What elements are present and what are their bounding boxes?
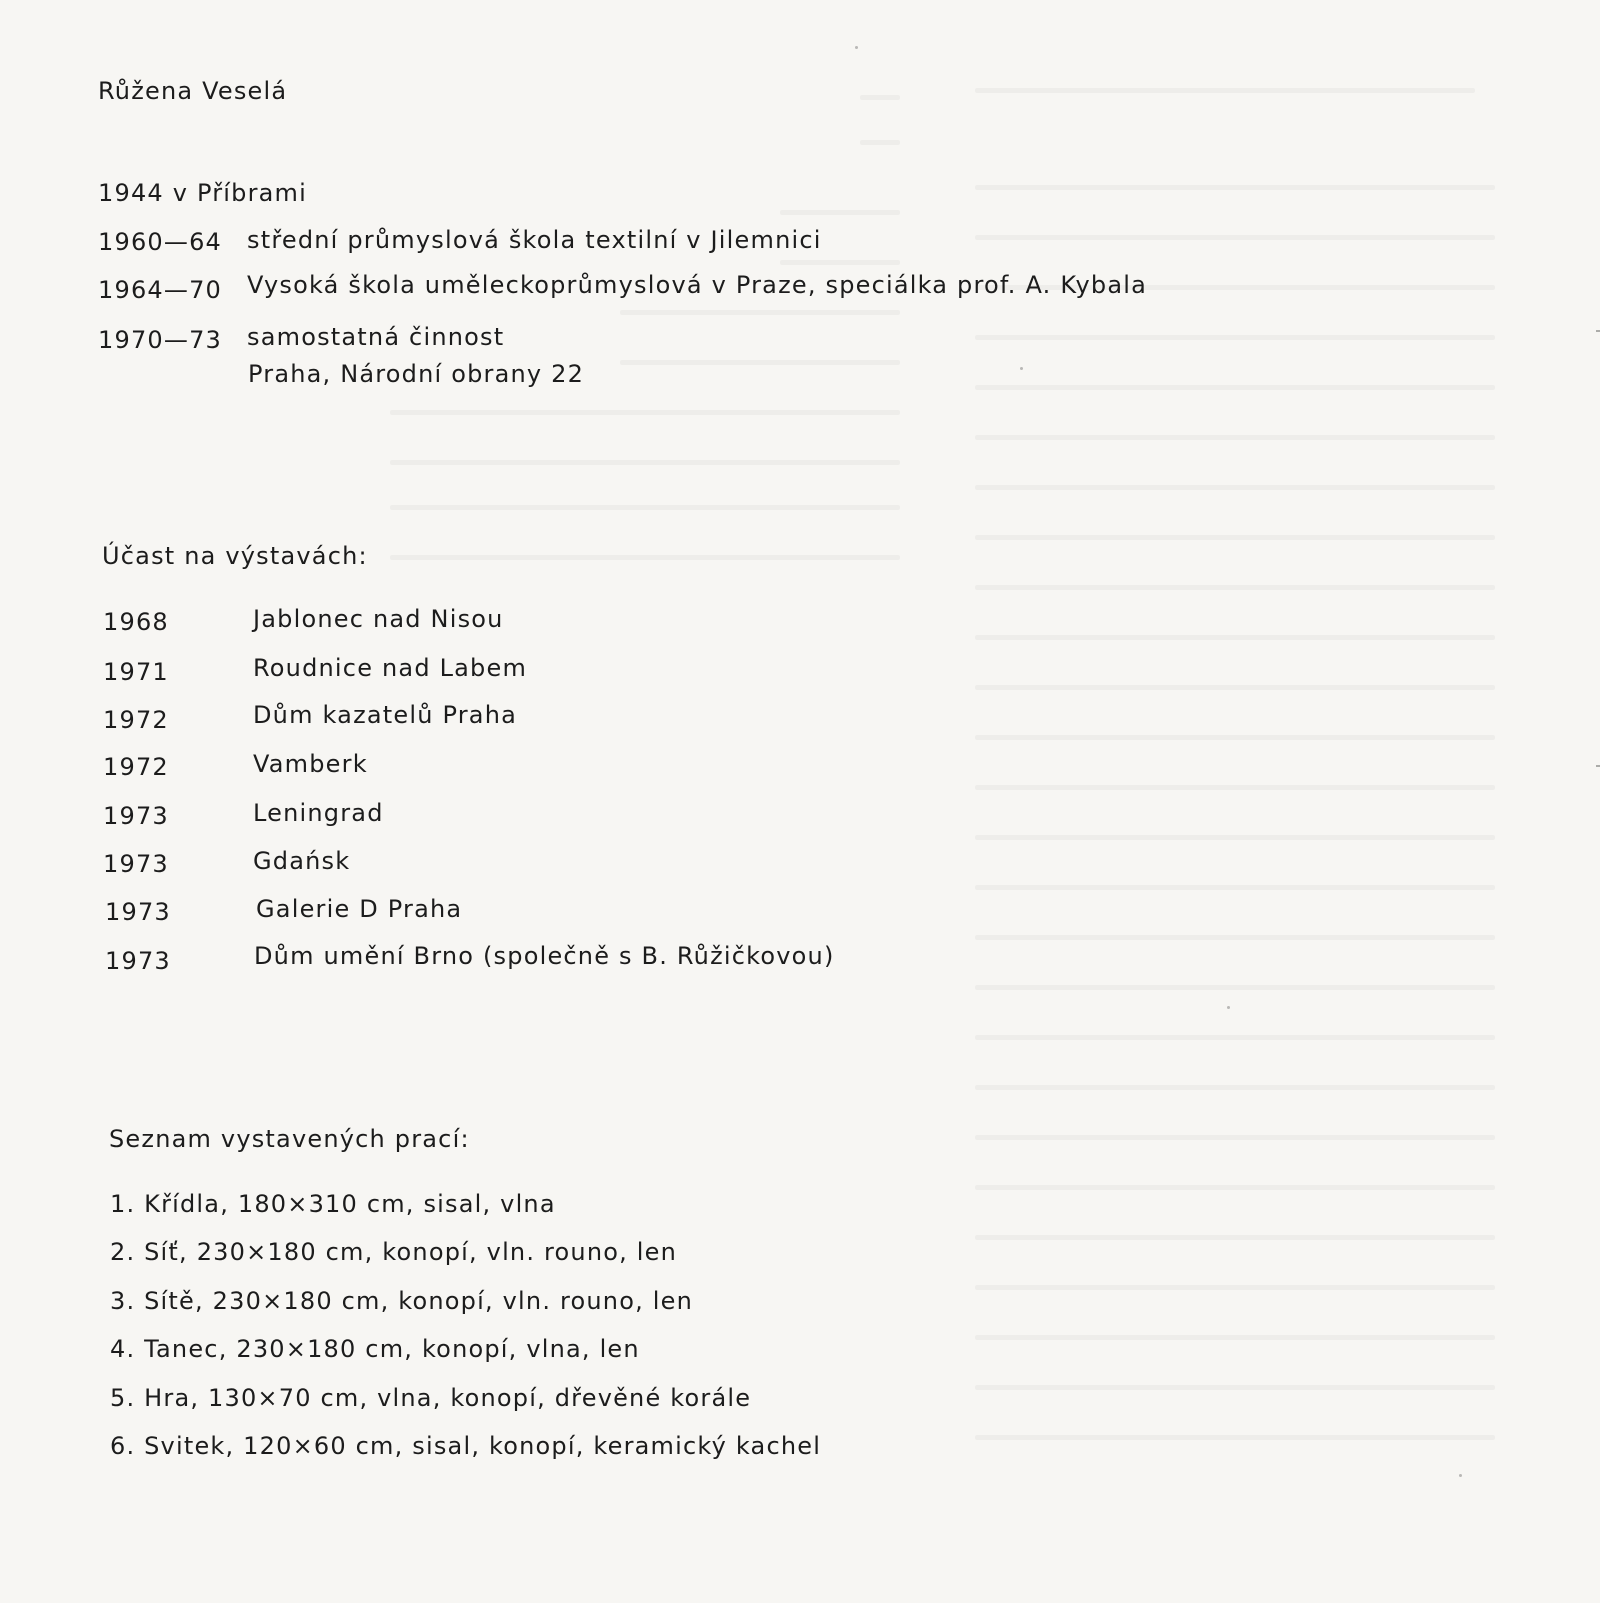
exhibition-year: 1973 xyxy=(105,947,171,975)
bio-year: 1964—70 xyxy=(98,276,223,304)
exhibition-year: 1972 xyxy=(103,706,169,734)
bio-description: v Příbrami xyxy=(172,179,308,207)
edge-mark xyxy=(1596,765,1600,767)
edge-mark xyxy=(1596,330,1600,332)
bio-text-birth xyxy=(98,181,307,205)
bio-description: střední průmyslová škola textilní v Jilemnici xyxy=(247,226,822,254)
bio-year: 1960—64 xyxy=(98,228,223,256)
work-item: 5. Hra, 130×70 cm, vlna, konopí, dřevěné korále xyxy=(110,1384,752,1412)
bio-year: 1970—73 xyxy=(98,326,223,354)
exhibition-year: 1972 xyxy=(103,753,169,781)
bio-description: samostatná činnost xyxy=(247,323,505,351)
speck xyxy=(1459,1474,1462,1477)
works-heading: Seznam vystavených prací: xyxy=(109,1125,470,1153)
bio-year: 1944 xyxy=(98,179,164,207)
speck xyxy=(855,46,858,49)
exhibitions-heading: Účast na výstavách: xyxy=(102,542,368,570)
speck xyxy=(1227,1006,1230,1009)
speck xyxy=(1020,367,1023,370)
exhibition-year: 1968 xyxy=(103,608,169,636)
work-item: 1. Křídla, 180×310 cm, sisal, vlna xyxy=(110,1190,556,1218)
exhibition-year: 1971 xyxy=(103,658,169,686)
bio-address: Praha, Národní obrany 22 xyxy=(248,360,585,388)
exhibition-year: 1973 xyxy=(103,850,169,878)
author-name: Růžena Veselá xyxy=(98,77,288,105)
work-item: 2. Síť, 230×180 cm, konopí, vln. rouno, len xyxy=(110,1238,678,1266)
bio-description: Vysoká škola uměleckoprůmyslová v Praze, speciálka prof. A. Kybala xyxy=(247,271,1148,299)
exhibition-place: Vamberk xyxy=(253,750,368,778)
exhibition-place: Dům umění Brno (společně s B. Růžičkovou) xyxy=(254,942,835,970)
exhibition-place: Gdańsk xyxy=(253,847,351,875)
exhibition-year: 1973 xyxy=(103,802,169,830)
exhibition-year: 1973 xyxy=(105,898,171,926)
exhibition-place: Dům kazatelů Praha xyxy=(253,701,518,729)
exhibition-place: Roudnice nad Labem xyxy=(253,654,528,682)
work-item: 4. Tanec, 230×180 cm, konopí, vlna, len xyxy=(110,1335,640,1363)
exhibition-place: Leningrad xyxy=(253,799,384,827)
exhibition-place: Galerie D Praha xyxy=(256,895,463,923)
work-item: 6. Svitek, 120×60 cm, sisal, konopí, keramický kachel xyxy=(110,1432,822,1460)
work-item: 3. Sítě, 230×180 cm, konopí, vln. rouno, len xyxy=(110,1287,694,1315)
exhibition-place: Jablonec nad Nisou xyxy=(253,605,504,633)
